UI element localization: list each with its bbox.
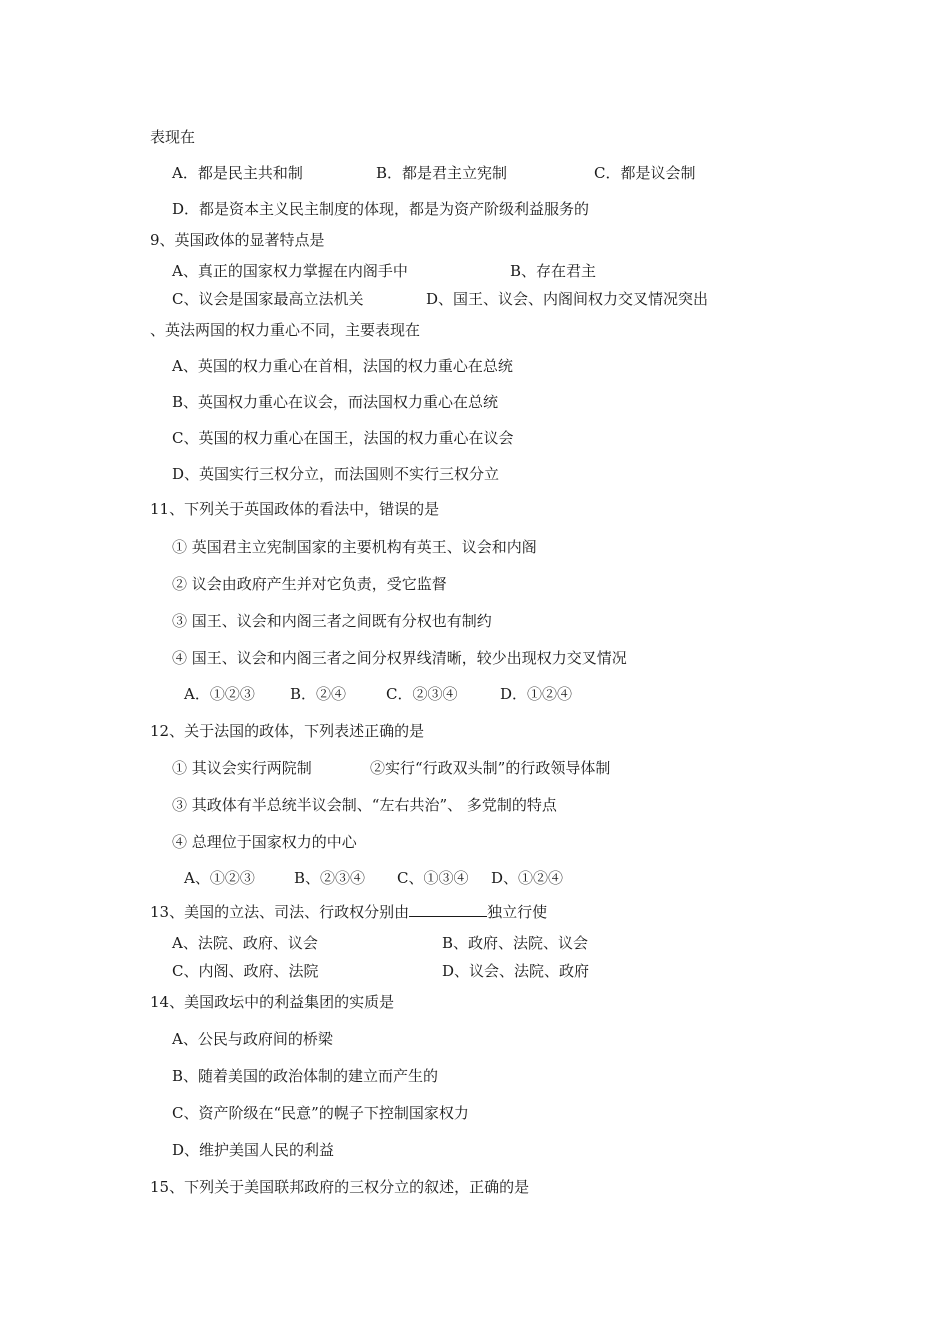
q12-option-a: A、①②③ (184, 869, 255, 887)
q14-option-a: A、公民与政府间的桥梁 (172, 1030, 333, 1048)
q10-option-b: B、英国权力重心在议会，而法国权力重心在总统 (172, 393, 499, 411)
q13-stem-after: 独立行使 (487, 903, 548, 921)
q10-stem: 、英法两国的权力重心不同，主要表现在 (150, 321, 421, 339)
q13-stem (150, 902, 547, 922)
q11-stem: 11、下列关于英国政体的看法中，错误的是 (150, 500, 440, 518)
q12-statement-4: ④ 总理位于国家权力的中心 (172, 833, 357, 851)
q10-option-c: C、英国的权力重心在国王，法国的权力重心在议会 (172, 429, 514, 447)
q14-option-d: D、维护美国人民的利益 (172, 1141, 335, 1159)
q12-statement-1: ① 其议会实行两院制 (172, 759, 312, 777)
q8-option-c: C．都是议会制 (594, 164, 696, 182)
q9-option-c: C、议会是国家最高立法机关 (172, 290, 364, 308)
q13-option-c: C、内阁、政府、法院 (172, 962, 319, 980)
q10-option-a: A、英国的权力重心在首相，法国的权力重心在总统 (172, 357, 513, 375)
q13-option-b: B、政府、法院、议会 (442, 934, 589, 952)
q11-option-d: D．①②④ (500, 685, 573, 703)
q11-statement-3: ③ 国王、议会和内阁三者之间既有分权也有制约 (172, 612, 492, 630)
q13-stem-before: 13、美国的立法、司法、行政权分别由 (150, 903, 410, 921)
q11-option-c: C．②③④ (386, 685, 458, 703)
q13-option-a: A、法院、政府、议会 (172, 934, 318, 952)
q8-option-d: D．都是资本主义民主制度的体现，都是为资产阶级利益服务的 (172, 200, 590, 218)
q12-statement-3: ③ 其政体有半总统半议会制、“左右共治”、 多党制的特点 (172, 796, 557, 814)
q12-option-d: D、①②④ (491, 869, 564, 887)
q8-option-b: B．都是君主立宪制 (376, 164, 508, 182)
q9-option-a: A、真正的国家权力掌握在内阁手中 (172, 262, 408, 280)
q10-option-d: D、英国实行三权分立，而法国则不实行三权分立 (172, 465, 500, 483)
q11-statement-1: ① 英国君主立宪制国家的主要机构有英王、议会和内阁 (172, 538, 537, 556)
q14-option-c: C、资产阶级在“民意”的幌子下控制国家权力 (172, 1104, 469, 1122)
q13-option-d: D、议会、法院、政府 (442, 962, 590, 980)
q14-option-b: B、随着美国的政治体制的建立而产生的 (172, 1067, 439, 1085)
q11-option-b: B．②④ (290, 685, 347, 703)
q11-statement-2: ② 议会由政府产生并对它负责，受它监督 (172, 575, 447, 593)
q9-stem: 9、英国政体的显著特点是 (150, 231, 325, 249)
q12-stem: 12、关于法国的政体，下列表述正确的是 (150, 722, 425, 740)
q14-stem: 14、美国政坛中的利益集团的实质是 (150, 993, 395, 1011)
q9-option-b: B、存在君主 (510, 262, 597, 280)
q15-stem: 15、下列关于美国联邦政府的三权分立的叙述，正确的是 (150, 1178, 530, 1196)
q11-option-a: A．①②③ (184, 685, 255, 703)
q12-option-b: B、②③④ (294, 869, 366, 887)
q8-stem-tail: 表现在 (150, 128, 196, 146)
q12-statement-2: ②实行“行政双头制”的行政领导体制 (370, 759, 611, 777)
q13-answer-blank (409, 902, 487, 917)
q11-statement-4: ④ 国王、议会和内阁三者之间分权界线清晰，较少出现权力交叉情况 (172, 649, 627, 667)
q9-option-d: D、国王、议会、内阁间权力交叉情况突出 (426, 290, 709, 308)
q12-option-c: C、①③④ (397, 869, 469, 887)
q8-option-a: A．都是民主共和制 (172, 164, 303, 182)
